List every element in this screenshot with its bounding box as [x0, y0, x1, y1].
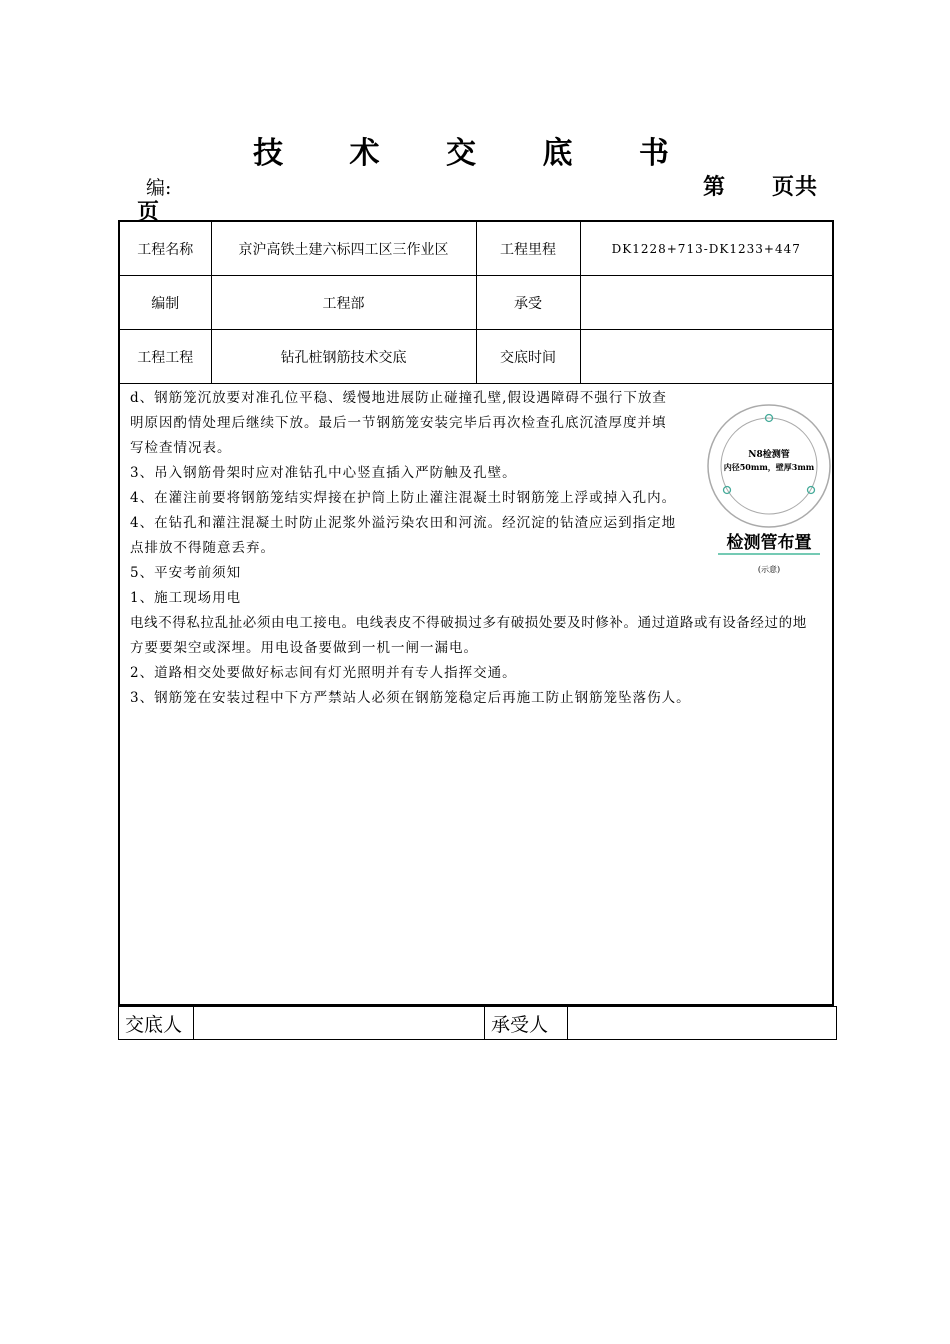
page-label-cont: 页: [137, 199, 160, 225]
document-title: 技 术 交 底 书: [253, 136, 697, 171]
item-value: 钻孔桩钢筋技术交底: [211, 330, 476, 384]
content-line: 4、在钻孔和灌注混凝土时防止泥浆外溢污染农田和河流。经沉淀的钻渣应运到指定地: [130, 515, 677, 531]
table-row: [120, 276, 832, 330]
signature-table: [118, 1006, 837, 1040]
content-line: 4、在灌注前要将钢筋笼结实焊接在护筒上防止灌注混凝土时钢筋笼上浮或掉入孔内。: [130, 490, 677, 506]
pipe-layout-figure: [706, 400, 832, 580]
page-label: 第 页共: [703, 174, 819, 200]
date-label: 交底时间: [476, 330, 580, 384]
editor-label: 编:: [146, 177, 172, 199]
item-label: 工程工程: [120, 330, 211, 384]
giver-label: 交底人: [119, 1007, 194, 1040]
content-narrow: [130, 386, 700, 611]
table-row: [120, 330, 832, 384]
document-frame: [118, 220, 834, 1006]
mileage-label: 工程里程: [476, 222, 580, 276]
content-line: 写检查情况表。: [130, 440, 232, 456]
figure-note: (示意): [757, 565, 781, 574]
content-line: 点排放不得随意丢弃。: [130, 540, 275, 556]
receiver-sign-label: 承受人: [485, 1007, 568, 1040]
pipe-spec: 内径50mm，壁厚3mm: [723, 462, 815, 472]
content-line: 3、吊入钢筋骨架时应对准钻孔中心竖直插入严防触及孔壁。: [130, 465, 517, 481]
project-name-value: 京沪高铁土建六标四工区三作业区: [211, 222, 476, 276]
content-line: 5、平安考前须知: [130, 565, 242, 581]
project-name-label: 工程名称: [120, 222, 211, 276]
table-row: [120, 222, 832, 276]
content-line: 2、道路相交处要做好标志间有灯光照明并有专人指挥交通。: [130, 665, 517, 681]
content-line: 方要要架空或深埋。用电设备要做到一机一闸一漏电。: [130, 640, 478, 656]
content-line: 明原因酌情处理后继续下放。最后一节钢筋笼安装完毕后再次检查孔底沉渣厚度并填: [130, 415, 667, 431]
compiler-label: 编制: [120, 276, 211, 330]
date-value: [580, 330, 832, 384]
content-line: 电线不得私拉乱扯必须由电工接电。电线表皮不得破损过多有破损处要及时修补。通过道路或有设备经过的地: [130, 615, 807, 631]
giver-signature: [194, 1007, 485, 1040]
receiver-label: 承受: [476, 276, 580, 330]
pipe-layout-diagram: [706, 400, 832, 580]
content-line: 1、施工现场用电: [130, 590, 242, 606]
pipe-label: N8检测管: [748, 450, 790, 460]
content-line: 3、钢筋笼在安装过程中下方严禁站人必须在钢筋笼稳定后再施工防止钢筋笼坠落伤人。: [130, 690, 691, 706]
content-line: d、钢筋笼沉放要对准孔位平稳、缓慢地进展防止碰撞孔壁,假设遇障碍不强行下放查: [130, 390, 667, 406]
table-row: [119, 1007, 837, 1040]
receiver-value: [580, 276, 832, 330]
figure-caption: 检测管布置: [726, 533, 812, 553]
compiler-value: 工程部: [211, 276, 476, 330]
receiver-signature: [568, 1007, 837, 1040]
mileage-value: DK1228+713-DK1233+447: [580, 222, 832, 276]
info-table: [120, 222, 832, 384]
